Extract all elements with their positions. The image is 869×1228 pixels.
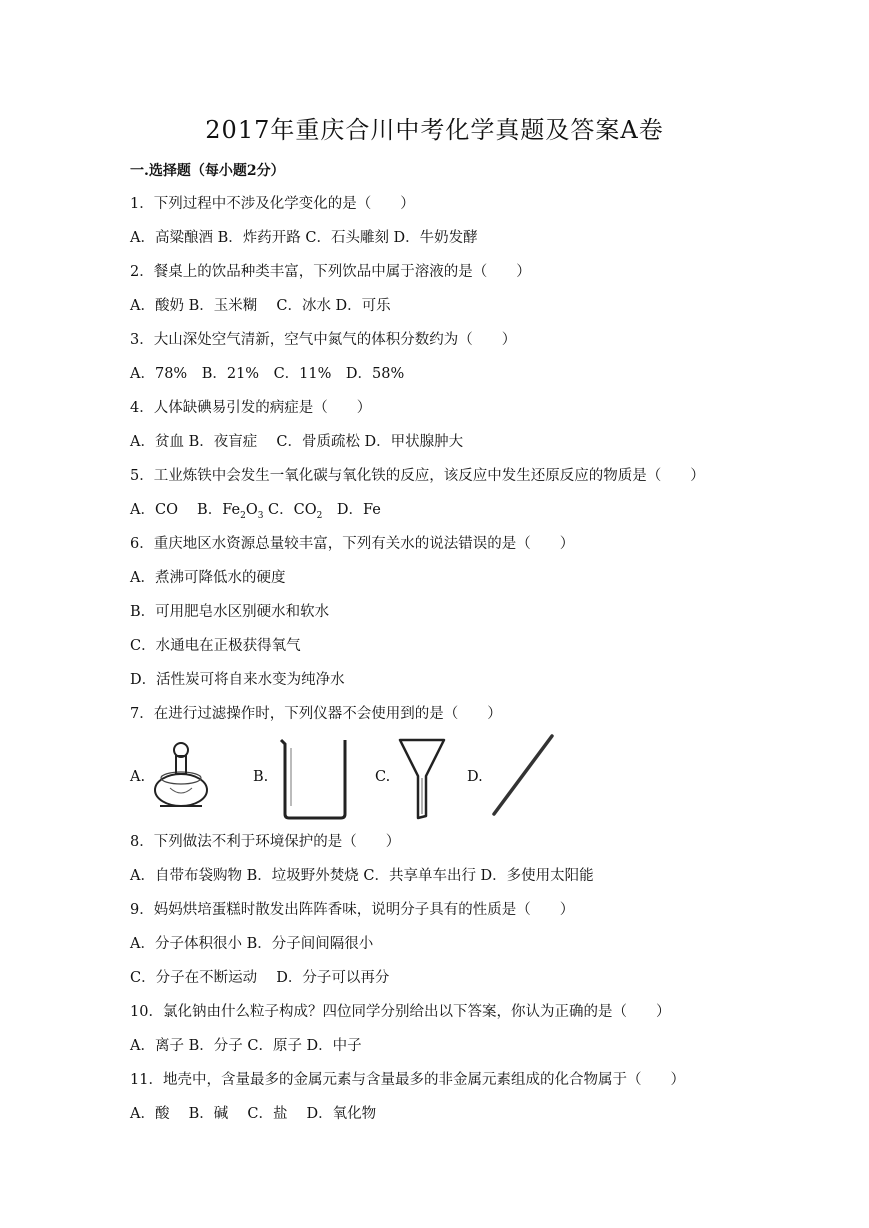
question-11-options: A．酸 B．碱 C．盐 D．氧化物	[130, 1106, 377, 1122]
funnel-icon	[398, 738, 446, 820]
question-3-options: A．78% B．21% C．11% D．58%	[130, 366, 405, 382]
q7-label-d: D.	[467, 769, 483, 785]
q5-o: O	[245, 502, 258, 518]
question-11: 11．地壳中，含量最多的金属元素与含量最多的非金属元素组成的化合物属于（ ）	[130, 1072, 685, 1088]
question-1: 1．下列过程中不涉及化学变化的是（ ）	[130, 196, 415, 212]
question-2: 2．餐桌上的饮品种类丰富，下列饮品中属于溶液的是（ ）	[130, 264, 531, 280]
question-4-options: A．贫血 B．夜盲症 C．骨质疏松 D．甲状腺肿大	[130, 434, 464, 450]
q5-fe-sub2: 3	[257, 510, 264, 521]
q7-label-c: C.	[375, 769, 391, 785]
question-4: 4．人体缺碘易引发的病症是（ ）	[130, 400, 372, 416]
question-5: 5．工业炼铁中会发生一氧化碳与氧化铁的反应，该反应中发生还原反应的物质是（ ）	[130, 468, 705, 484]
question-6-option-b: B．可用肥皂水区别硬水和软水	[130, 604, 330, 620]
question-6-option-a: A．煮沸可降低水的硬度	[130, 570, 286, 586]
q5-fe-sub1: 2	[240, 510, 246, 521]
q7-label-a: A.	[130, 769, 146, 785]
document-title: 2017年重庆合川中考化学真题及答案A卷	[205, 116, 664, 144]
question-8-options: A．自带布袋购物 B．垃圾野外焚烧 C．共享单车出行 D．多使用太阳能	[130, 868, 594, 884]
question-6-option-d: D．活性炭可将自来水变为纯净水	[130, 672, 345, 688]
question-9: 9．妈妈烘培蛋糕时散发出阵阵香味，说明分子具有的性质是（ ）	[130, 902, 575, 918]
question-6-option-c: C．水通电在正极获得氧气	[130, 638, 301, 654]
beaker-icon	[275, 736, 353, 820]
question-10-options: A．离子 B．分子 C．原子 D．中子	[130, 1038, 362, 1054]
q5-opt-a-b: A．CO B．Fe	[130, 502, 241, 518]
question-9-options-cd: C．分子在不断运动 D．分子可以再分	[130, 970, 390, 986]
question-7: 7．在进行过滤操作时，下列仪器不会使用到的是（ ）	[130, 706, 502, 722]
question-5-options	[130, 498, 381, 521]
question-3: 3．大山深处空气清新，空气中氮气的体积分数约为（ ）	[130, 332, 517, 348]
alcohol-lamp-icon	[150, 736, 212, 810]
q7-label-b: B.	[253, 769, 269, 785]
q5-co-sub: 2	[316, 510, 323, 521]
question-1-options: A．高粱酿酒 B．炸药开路 C．石头雕刻 D．牛奶发酵	[130, 230, 478, 246]
question-8: 8．下列做法不利于环境保护的是（ ）	[130, 834, 401, 850]
glass-rod-icon	[488, 732, 558, 818]
question-9-options-ab: A．分子体积很小 B．分子间间隔很小	[130, 936, 374, 952]
question-6: 6．重庆地区水资源总量较丰富，下列有关水的说法错误的是（ ）	[130, 536, 575, 552]
question-10: 10．氯化钠由什么粒子构成？四位同学分别给出以下答案，你认为正确的是（ ）	[130, 1004, 671, 1020]
section-heading: 一.选择题（每小题2分）	[130, 163, 285, 179]
q5-opt-d: D．Fe	[322, 502, 381, 518]
question-2-options: A．酸奶 B．玉米糊 C．冰水 D．可乐	[130, 298, 391, 314]
q5-opt-c: C．CO	[263, 502, 317, 518]
